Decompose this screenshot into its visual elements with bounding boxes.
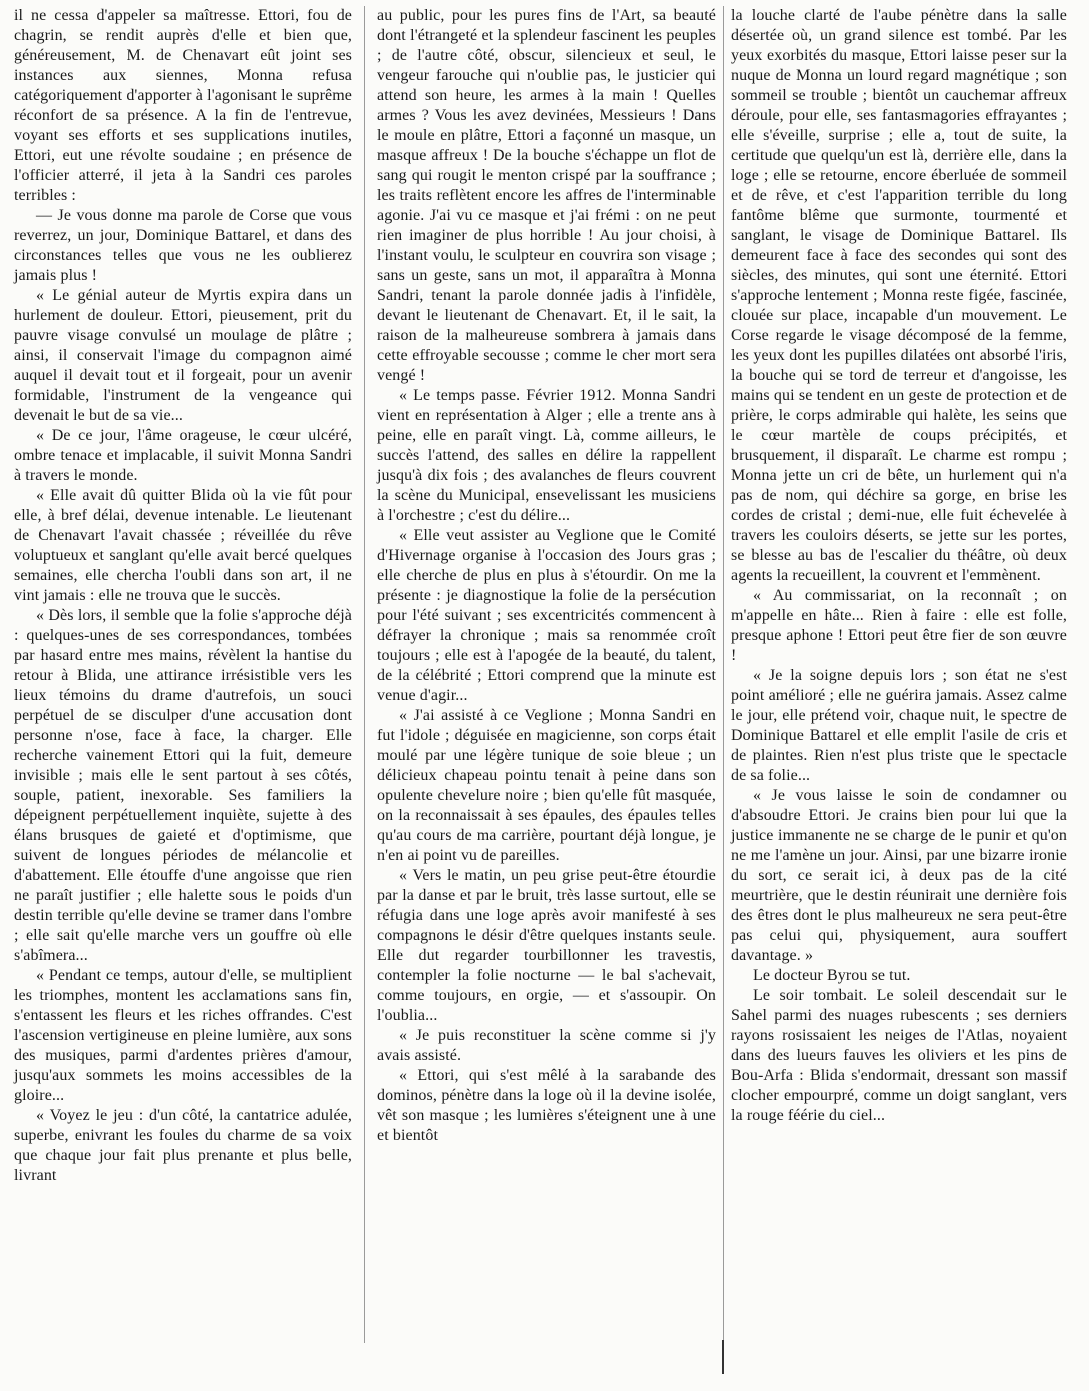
paragraph: « Voyez le jeu : d'un côté, la cantatrice adulée, superbe, enivrant les foules du charme de sa voix que chaque jour fait plus prenante et plus belle, livrant <box>14 1107 352 1184</box>
text-column-3 <box>731 6 1067 1126</box>
paragraph: « Vers le matin, un peu grise peut-être étourdie par la danse et par le bruit, très lasse surtout, elle se réfugia dans une loge après avoir manifesté à ses compagnons le désir d'être quelques instants seule. Elle dut regarder tourbillonner les travestis, contempler la folie nocturne — le bal s'achevait, comme toujours, en orgie, — et s'assoupir. On l'oublia... <box>377 867 716 1024</box>
paragraph: Le soir tombait. Le soleil descendait sur le Sahel parmi des nuages rubescents ; ses derniers rayons rosissaient les neiges de l'Atlas, noyaient dans des lueurs fauves les oliviers et les pins de Bou-Arfa : Blida s'endormait, dressant son massif clocher empourpré, comme un doigt sanglant, vers la rouge féérie du ciel... <box>731 987 1067 1124</box>
paragraph: Le docteur Byrou se tut. <box>753 967 911 984</box>
paragraph: « Au commissariat, on la reconnaît ; on m'appelle en hâte... Rien à faire : elle est folle, presque aphone ! Ettori peut être fier de son œuvre ! <box>731 587 1067 664</box>
paragraph: « J'ai assisté à ce Veglione ; Monna Sandri en fut l'idole ; déguisée en magicienne, son corps était moulé par une légère tunique de soie bleue ; un délicieux chapeau pointu tenait à peine dans son opulente chevelure noire ; bien qu'elle fût masquée, on la reconnaissait à ses épaules, des épaules telles qu'au cours de ma carrière, pourtant déjà longue, je n'en ai point vu de pareilles. <box>377 707 716 864</box>
column-end-mark <box>722 1340 724 1374</box>
paragraph: « Je puis reconstituer la scène comme si j'y avais assisté. <box>377 1027 716 1064</box>
text-column-1 <box>14 6 352 1186</box>
paragraph: « Elle avait dû quitter Blida où la vie fût pour elle, à bref délai, devenue intenable. Le lieutenant de Chenavart l'avait chassée ; réveillée du rêve voluptueux et sanglant qu'elle avait bercé quelques semaines, elle chercha l'oubli dans son art, il ne vint jamais : elle ne trouva que le succès. <box>14 487 352 604</box>
paragraph: « De ce jour, l'âme orageuse, le cœur ulcéré, ombre tenace et implacable, il suivit Monna Sandri à travers le monde. <box>14 427 352 484</box>
paragraph: la louche clarté de l'aube pénètre dans la salle désertée où, un grand silence est tombé. Par les yeux exorbités du masque, Ettori laisse peser sur la nuque de Monna un lourd regard magnétique ; son sommeil se trouble ; bientôt un cauchemar affreux déroule, pour elle, ses fantasmagories effrayantes ; elle s'éveille, surprise ; elle a, tout de suite, la certitude que quelqu'un est là, derrière elle, dans la loge ; elle se retourne, encore éberluée de sommeil et de rêve, et c'est l'apparition terrible du long fantôme blême que surmonte, tourmenté et sanglant, le visage de Dominique Battarel. Ils demeurent face à face des secondes qui sont des siècles, des minutes, qui sont une éternité. Ettori s'approche lentement ; Monna reste figée, fascinée, clouée sur place, incapable d'un mouvement. Le Corse regarde le visage décomposé de la femme, les yeux dont les pupilles dilatées ont absorbé l'iris, la bouche qui se tord de terreur et d'angoisse, les mains qui se tendent en un geste de protection et de prière, le corps admirable qui halète, les seins que le cœur martèle de coups précipités, et brusquement, il disparaît. Le charme est rompu ; Monna jette un cri de bête, un hurlement qui n'a pas de nom, qui déchire sa gorge, en brise les cordes de cristal ; demi-nue, elle fuit échevelée à travers les couloirs déserts, se jette sur les portes, se blesse au bas de l'escalier du théâtre, où deux agents la recueillent, la couvrent et l'emmènent. <box>731 7 1067 584</box>
paragraph: « Dès lors, il semble que la folie s'approche déjà : quelques-unes de ses correspondances, tombées par hasard entre mes mains, révèlent la hantise du retour à Blida, une attirance irrésistible vers les lieux témoins du drame d'autrefois, un souci perpétuel de se disculper d'une accusation dont personne n'ose, face à face, la charger. Elle recherche vainement Ettori qui la fuit, demeure invisible ; mais elle le sent partout à ses côtés, souple, patient, inexorable. Ses familiers la dépeignent perpétuellement inquiète, sujette à des élans brusques de gaieté et d'optimisme, que suivent de longues périodes de mélancolie et d'abattement. Elle étouffe d'une angoisse que rien ne paraît justifier ; elle halette sous le poids d'un destin terrible qu'elle devine se tramer dans l'ombre ; elle sait qu'elle marche vers un gouffre où elle s'abîmera... <box>14 607 352 964</box>
text-column-2 <box>377 6 716 1146</box>
paragraph: « Le temps passe. Février 1912. Monna Sandri vient en représentation à Alger ; elle a trente ans à peine, elle en paraît vingt. Là, comme ailleurs, le succès l'attend, des salles en délire la rappellent jusqu'à dix fois ; des avalanches de fleurs couvrent la scène du Municipal, ensevelissant les musiciens à l'orchestre ; c'est du délire... <box>377 387 716 524</box>
paragraph: « Elle veut assister au Veglione que le Comité d'Hivernage organise à l'occasion des Jours gras ; elle cherche de plus en plus à s'étourdir. On me la présente : je diagnostique la folie de la persécution pour l'été suivant ; ses excentricités commencent à défrayer la chronique ; mais sa renommée croît toujours ; elle est à l'apogée de la beauté, du talent, de la célébrité ; Ettori comprend que la minute est venue d'agir... <box>377 527 716 704</box>
paragraph: « Je la soigne depuis lors ; son état ne s'est point amélioré ; elle ne guérira jamais. Assez calme le jour, elle prétend voir, chaque nuit, le spectre de Dominique Battarel et elle emplit l'asile de cris et de plaintes. Rien n'est plus triste que le spectacle de sa folie... <box>731 667 1067 784</box>
paragraph: au public, pour les pures fins de l'Art, sa beauté dont l'étrangeté et la splendeur fascinent les peuples ; de l'autre côté, obscur, silencieux et seul, le vengeur farouche qui n'oublie pas, le justicier qui attend son heure, les armes à la main ! Quelles armes ? Vous les avez devinées, Messieurs ! Dans le moule en plâtre, Ettori a façonné un masque, un masque affreux ! De la bouche s'échappe un flot de sang qui rougit le menton crispé par la souffrance ; les traits reflètent encore les affres de l'interminable agonie. J'ai vu ce masque et j'ai frémi : on ne peut rien imaginer de plus horrible ! Au jour choisi, à l'instant voulu, le sculpteur en couvrira son visage ; sans un geste, sans un mot, il apparaîtra à Monna Sandri, tenant la parole donnée jadis à l'infidèle, devant le lieutenant de Chenavart. Et, il le sait, la raison de la malheureuse sombrera à jamais dans cette effroyable secousse ; comme le cher mort sera vengé ! <box>377 7 716 384</box>
column-rule <box>364 6 365 1343</box>
paragraph: « Le génial auteur de Myrtis expira dans un hurlement de douleur. Ettori, pieusement, prit du pauvre visage convulsé un moulage de plâtre ; ainsi, il conservait l'image du compagnon aimé auquel il devait tout et il forgeait, pour un avenir formidable, l'instrument de la vengeance qui devenait le but de sa vie... <box>14 287 352 424</box>
paragraph: il ne cessa d'appeler sa maîtresse. Ettori, fou de chagrin, se rendit auprès d'elle et bien que, généreusement, M. de Chenavart eût joint ses instances aux siennes, Monna refusa catégoriquement d'apporter à l'agonisant le suprême réconfort de sa présence. A la fin de l'entrevue, voyant ses efforts et ses supplications inutiles, Ettori, eut une révolte soudaine ; en présence de l'officier atterré, il jeta à la Sandri ces paroles terribles : <box>14 7 352 204</box>
column-rule <box>723 6 724 1343</box>
paragraph: « Je vous laisse le soin de condamner ou d'absoudre Ettori. Je crains bien pour lui que la justice immanente ne se charge de le punir et qu'on ne me l'amène un jour. Ainsi, par une bizarre ironie du sort, ce serait ici, à deux pas de la cité meurtrière, que le destin réunirait une dernière fois des êtres dont le plus malheureux ne sera peut-être pas celui qui, physiquement, aura souffert davantage. » <box>731 787 1067 964</box>
paragraph: « Ettori, qui s'est mêlé à la sarabande des dominos, pénètre dans la loge où il la devine isolée, vêt son masque ; les lumières s'éteignent une à une et bientôt <box>377 1067 716 1144</box>
paragraph: — Je vous donne ma parole de Corse que vous reverrez, un jour, Dominique Battarel, et dans des circonstances telles que vous ne les oublierez jamais plus ! <box>14 207 352 284</box>
paragraph: « Pendant ce temps, autour d'elle, se multiplient les triomphes, montent les acclamations sans fin, s'entassent les fleurs et les riches offrandes. C'est l'ascension vertigineuse en pleine lumière, aux sons des musiques, parmi d'ardentes prières d'amour, jusqu'aux sommets les moins accessibles de la gloire... <box>14 967 352 1104</box>
